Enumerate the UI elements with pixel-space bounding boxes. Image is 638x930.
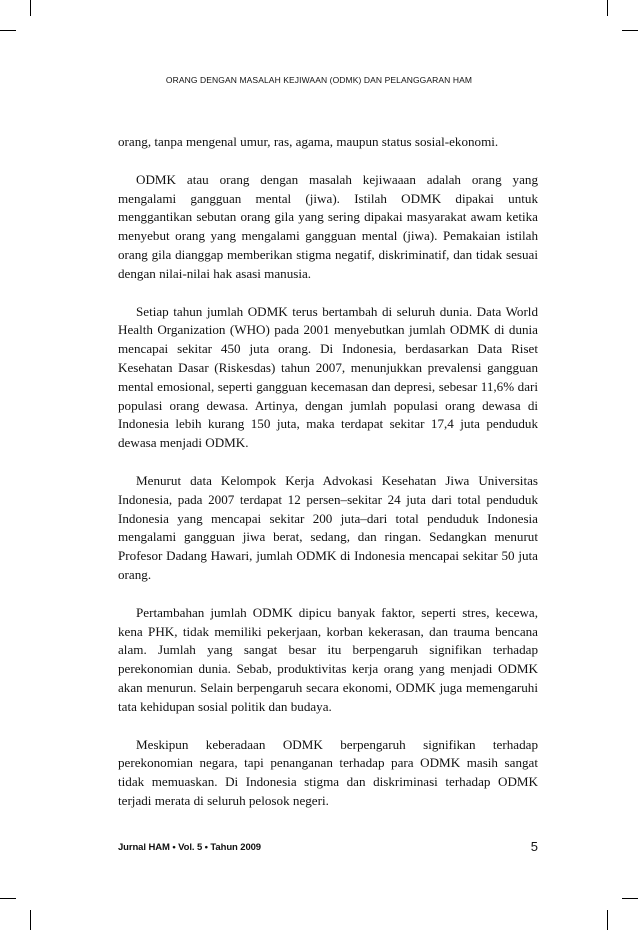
paragraph: Pertambahan jumlah ODMK dipicu banyak faktor, seperti stres, kecewa, kena PHK, tidak memiliki pekerjaan, korban kekerasan, dan trauma bencana alam. Jumlah yang sangat besar itu berpengaruh signifikan terhadap perekonomian dunia. Sebab, produktivitas kerja orang yang menjadi ODMK akan menurun. Selain berpengaruh secara ekonomi, ODMK juga memengaruhi tata kehidupan sosial politik dan budaya. [118, 604, 538, 714]
paragraph: Menurut data Kelompok Kerja Advokasi Kesehatan Jiwa Universitas Indonesia, pada 2007 terdapat 12 persen–sekitar 24 juta dari total penduduk Indonesia yang mencapai sekitar 200 juta–dari total penduduk Indonesia mengalami gangguan jiwa berat, sedang, dan ringan. Sedangkan menurut Profesor Dadang Hawari, jumlah ODMK di Indonesia mencapai sekitar 50 juta orang. [118, 472, 538, 582]
crop-mark [607, 0, 608, 16]
journal-info: Jurnal HAM • Vol. 5 • Tahun 2009 [118, 842, 261, 853]
crop-mark [622, 30, 638, 31]
crop-mark [0, 898, 16, 899]
article-body [118, 133, 538, 830]
paragraph: Meskipun keberadaan ODMK berpengaruh signifikan terhadap perekonomian negara, tapi penanganan terhadap para ODMK masih sangat tidak memuaskan. Di Indonesia stigma dan diskriminasi terhadap ODMK terjadi merata di seluruh pelosok negeri. [118, 736, 538, 808]
paragraph: Setiap tahun jumlah ODMK terus bertambah di seluruh dunia. Data World Health Organization (WHO) pada 2001 menyebutkan jumlah ODMK di dunia mencapai sekitar 450 juta orang. Di Indonesia, berdasarkan Data Riset Kesehatan Dasar (Riskesdas) tahun 2007, menunjukkan prevalensi gangguan mental emosional, seperti gangguan kecemasan dan depresi, sebesar 11,6% dari populasi orang dewasa. Artinya, dengan jumlah populasi orang dewasa di Indonesia lebih kurang 150 juta, maka terdapat sekitar 17,4 juta penduduk dewasa menjadi ODMK. [118, 303, 538, 451]
paragraph: ODMK atau orang dengan masalah kejiwaaan adalah orang yang mengalami gangguan mental (jiwa). Istilah ODMK dipakai untuk menggantikan sebutan orang gila yang sering dipakai masyarakat awam ketika menyebut orang yang mengalami gangguan mental (jiwa). Pemakaian istilah orang gila dianggap memberikan stigma negatif, diskriminatif, dan tidak sesuai dengan nilai-nilai hak asasi manusia. [118, 171, 538, 281]
page-number: 5 [530, 839, 538, 854]
crop-mark [30, 0, 31, 16]
crop-mark [607, 910, 608, 930]
paragraph-continued: orang, tanpa mengenal umur, ras, agama, maupun status sosial-ekonomi. [118, 134, 499, 149]
running-header: ORANG DENGAN MASALAH KEJIWAAN (ODMK) DAN PELANGGARAN HAM [165, 75, 473, 85]
crop-mark [30, 910, 31, 930]
crop-mark [0, 30, 16, 31]
crop-mark [622, 898, 638, 899]
